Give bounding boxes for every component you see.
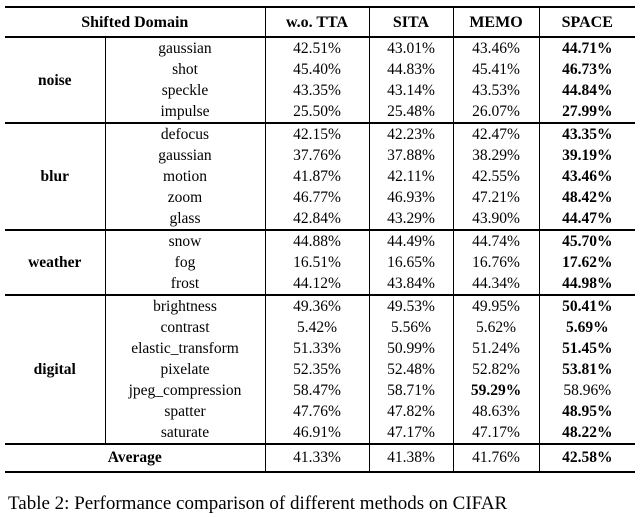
value-cell: 39.19% [562, 147, 613, 164]
value-cell: 46.77% [265, 187, 369, 208]
value-cell: 46.93% [369, 187, 453, 208]
table-group-noise [5, 37, 635, 123]
value-cell: 43.46% [562, 168, 613, 185]
value-cell: 44.12% [265, 273, 369, 295]
value-cell: 44.49% [369, 230, 453, 252]
header-shifted-domain: Shifted Domain [5, 7, 265, 37]
table-row [5, 123, 635, 145]
value-cell: 42.58% [562, 449, 613, 466]
table-group-digital [5, 295, 635, 444]
value-cell: 43.53% [453, 80, 539, 101]
value-cell: 51.33% [265, 338, 369, 359]
value-cell: 58.96% [563, 382, 612, 399]
table-row [5, 295, 635, 317]
value-cell: 42.51% [265, 37, 369, 59]
value-cell: 58.47% [265, 380, 369, 401]
table-group-weather [5, 230, 635, 295]
value-cell: 47.82% [369, 401, 453, 422]
corruption-name-cell: spatter [105, 401, 265, 422]
corruption-name-cell: saturate [105, 422, 265, 444]
value-cell: 46.73% [562, 61, 613, 78]
value-cell: 58.71% [369, 380, 453, 401]
corruption-name-cell: gaussian [105, 37, 265, 59]
corruption-name-cell: shot [105, 59, 265, 80]
value-cell: 42.23% [369, 123, 453, 145]
average-row [5, 444, 635, 472]
value-cell: 16.65% [369, 252, 453, 273]
category-cell: noise [5, 37, 105, 123]
value-cell: 41.33% [265, 444, 369, 472]
corruption-name-cell: impulse [105, 101, 265, 123]
value-cell: 45.40% [265, 59, 369, 80]
corruption-name-cell: zoom [105, 187, 265, 208]
value-cell: 50.99% [369, 338, 453, 359]
average-label-cell: Average [5, 444, 265, 472]
value-cell: 44.74% [453, 230, 539, 252]
value-cell: 25.48% [369, 101, 453, 123]
category-cell: weather [5, 230, 105, 295]
corruption-name-cell: elastic_transform [105, 338, 265, 359]
value-cell: 47.17% [369, 422, 453, 444]
value-cell: 44.47% [562, 210, 613, 227]
table-caption: Table 2: Performance comparison of different methods on CIFAR [8, 493, 508, 514]
value-cell: 49.36% [265, 295, 369, 317]
value-cell: 25.50% [265, 101, 369, 123]
value-cell: 17.62% [562, 254, 613, 271]
value-cell: 42.47% [453, 123, 539, 145]
value-cell: 49.53% [369, 295, 453, 317]
table-row [5, 230, 635, 252]
value-cell: 37.88% [369, 145, 453, 166]
header-method-memo: MEMO [453, 7, 539, 37]
value-cell: 16.51% [265, 252, 369, 273]
value-cell: 26.07% [453, 101, 539, 123]
value-cell: 44.98% [562, 275, 613, 292]
corruption-name-cell: glass [105, 208, 265, 230]
value-cell: 5.62% [453, 317, 539, 338]
value-cell: 5.69% [565, 319, 609, 336]
value-cell: 41.87% [265, 166, 369, 187]
value-cell: 46.91% [265, 422, 369, 444]
corruption-name-cell: jpeg_compression [105, 380, 265, 401]
value-cell: 43.35% [562, 126, 613, 143]
header-method-sita: SITA [369, 7, 453, 37]
value-cell: 43.29% [369, 208, 453, 230]
value-cell: 51.45% [562, 340, 613, 357]
results-table [5, 6, 635, 473]
value-cell: 41.38% [369, 444, 453, 472]
corruption-name-cell: defocus [105, 123, 265, 145]
corruption-name-cell: pixelate [105, 359, 265, 380]
value-cell: 5.56% [369, 317, 453, 338]
corruption-name-cell: frost [105, 273, 265, 295]
value-cell: 41.76% [453, 444, 539, 472]
header-method-space: SPACE [539, 7, 635, 37]
value-cell: 48.22% [562, 424, 613, 441]
corruption-name-cell: contrast [105, 317, 265, 338]
value-cell: 52.35% [265, 359, 369, 380]
value-cell: 43.14% [369, 80, 453, 101]
table-header [5, 7, 635, 37]
corruption-name-cell: fog [105, 252, 265, 273]
corruption-name-cell: brightness [105, 295, 265, 317]
value-cell: 5.42% [265, 317, 369, 338]
value-cell: 37.76% [265, 145, 369, 166]
value-cell: 48.95% [562, 403, 613, 420]
average-section [5, 444, 635, 472]
value-cell: 27.99% [562, 103, 613, 120]
value-cell: 43.01% [369, 37, 453, 59]
value-cell: 47.17% [453, 422, 539, 444]
value-cell: 50.41% [562, 298, 613, 315]
value-cell: 52.48% [369, 359, 453, 380]
header-method-wo-tta: w.o. TTA [265, 7, 369, 37]
corruption-name-cell: motion [105, 166, 265, 187]
value-cell: 16.76% [453, 252, 539, 273]
corruption-name-cell: gaussian [105, 145, 265, 166]
corruption-name-cell: snow [105, 230, 265, 252]
value-cell: 43.84% [369, 273, 453, 295]
value-cell: 42.55% [453, 166, 539, 187]
value-cell: 48.63% [453, 401, 539, 422]
header-row [5, 7, 635, 37]
value-cell: 47.21% [453, 187, 539, 208]
value-cell: 44.88% [265, 230, 369, 252]
value-cell: 47.76% [265, 401, 369, 422]
value-cell: 44.34% [453, 273, 539, 295]
category-cell: blur [5, 123, 105, 230]
value-cell: 42.11% [369, 166, 453, 187]
value-cell: 44.71% [562, 40, 613, 57]
value-cell: 45.70% [562, 233, 613, 250]
value-cell: 51.24% [453, 338, 539, 359]
value-cell: 52.82% [453, 359, 539, 380]
category-cell: digital [5, 295, 105, 444]
value-cell: 38.29% [453, 145, 539, 166]
value-cell: 44.83% [369, 59, 453, 80]
value-cell: 44.84% [562, 82, 613, 99]
value-cell: 43.90% [453, 208, 539, 230]
value-cell: 42.84% [265, 208, 369, 230]
value-cell: 43.35% [265, 80, 369, 101]
value-cell: 48.42% [562, 189, 613, 206]
table-group-blur [5, 123, 635, 230]
value-cell: 45.41% [453, 59, 539, 80]
value-cell: 49.95% [453, 295, 539, 317]
value-cell: 53.81% [562, 361, 613, 378]
value-cell: 42.15% [265, 123, 369, 145]
corruption-name-cell: speckle [105, 80, 265, 101]
table-row [5, 37, 635, 59]
value-cell: 43.46% [453, 37, 539, 59]
value-cell: 59.29% [453, 380, 539, 401]
